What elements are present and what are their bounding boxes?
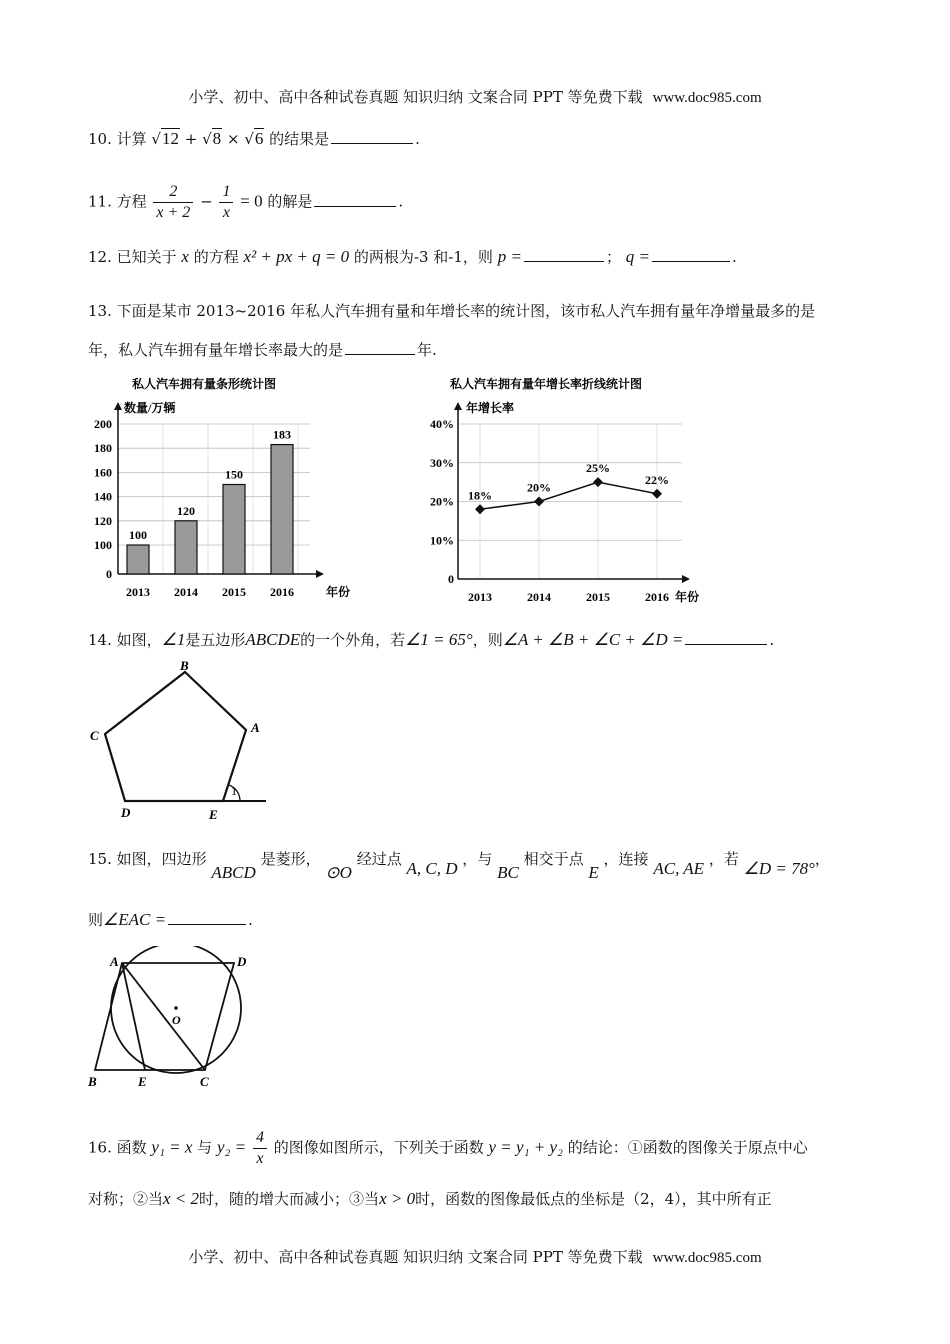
question-16-line-2 — [88, 1188, 772, 1209]
line-series — [480, 482, 657, 509]
q12-mid: 的方程 — [193, 248, 239, 266]
bar-y-axis-arrow — [114, 402, 122, 410]
line-category-label: 2014 — [527, 590, 551, 604]
line-x-axis-arrow — [682, 575, 690, 583]
q15-ask: ∠EAC = — [103, 910, 167, 929]
line-ytick-label: 10% — [430, 533, 454, 548]
bar-chart-xlabel: 年份 — [326, 585, 351, 599]
q11-fraction-1 — [153, 182, 193, 223]
q15-lines: AC, AE — [653, 859, 705, 878]
q14-mid2: 的一个外角，若 — [300, 631, 406, 649]
question-16 — [88, 1128, 808, 1169]
label-C: C — [200, 1074, 209, 1088]
q15-t4: 相交于点 — [523, 850, 584, 868]
q15-abcd: ABCD — [211, 863, 256, 882]
q13-answer-blank[interactable] — [345, 340, 415, 355]
line-point — [593, 477, 603, 487]
pentagon-shape — [105, 672, 246, 801]
segment-AC — [122, 963, 205, 1070]
bar-category-label: 2015 — [222, 585, 246, 599]
q16-f-num: 4 — [255, 1129, 264, 1146]
q15-bc: BC — [497, 863, 519, 882]
line-value-label: 25% — [586, 461, 610, 476]
q13-line2-a: 年，私人汽车拥有量年增长率最大的是 — [88, 341, 344, 359]
q16-t1: 的图像如图所示，下列关于函数 — [273, 1138, 484, 1157]
q12-p-label: p = — [497, 247, 522, 266]
q15-e: E — [588, 863, 599, 882]
label-A: A — [251, 720, 260, 735]
q13-line2-b: 年. — [417, 341, 437, 359]
q11-f1-den: x + 2 — [153, 202, 193, 223]
question-13-line-1: 13. 下面是某市 2013~2016 年私人汽车拥有量和年增长率的统计图，该市私人汽车拥有量年净增量最多的是 — [88, 302, 816, 320]
line-category-label: 2016 — [645, 590, 669, 604]
label-A: A — [110, 954, 119, 969]
q16-y1: y₁ = x — [151, 1137, 193, 1157]
q11-end: . — [398, 192, 404, 211]
q15-prefix: 15. 如图，四边形 — [88, 850, 207, 868]
q16-line2-a: 对称；②当 — [88, 1190, 164, 1208]
q16-cond2: x > 0 — [379, 1189, 416, 1208]
bar-ytick-label: 0 — [106, 567, 112, 581]
q16-y2: y₂ = — [216, 1137, 247, 1157]
q14-ask: ∠A + ∠B + ∠C + ∠D = — [502, 630, 684, 649]
label-E: E — [209, 807, 218, 820]
line-point — [534, 497, 544, 507]
line-ytick-label: 20% — [430, 494, 454, 509]
q15-given: ∠D = 78° — [743, 859, 815, 878]
q12-sep: ； — [605, 248, 621, 266]
label-D: D — [237, 954, 247, 969]
bar-ytick-label: 120 — [94, 513, 112, 528]
line-value-label: 20% — [527, 480, 551, 495]
rhombus-circle-figure — [86, 946, 256, 1088]
bar-ytick-label: 160 — [94, 465, 112, 480]
line-chart-xlabel: 年份 — [675, 590, 700, 604]
line-ytick-label: 0 — [448, 572, 454, 586]
q15-answer-blank[interactable] — [168, 910, 246, 925]
bar-value-label: 183 — [273, 427, 291, 442]
bar — [223, 485, 245, 575]
line-chart-title: 私人汽车拥有量年增长率折线统计图 — [450, 377, 643, 391]
bar-ytick-label: 200 — [94, 417, 112, 431]
pentagon-figure — [88, 660, 278, 820]
q16-y: y = y₁ + y₂ — [488, 1137, 563, 1157]
bar-category-label: 2013 — [126, 585, 150, 599]
q12-roots: 的两根为-3 和-1，则 — [353, 248, 493, 266]
q14-shape: ABCDE — [245, 630, 301, 649]
bar-value-label: 120 — [177, 503, 195, 518]
line-chart-ylabel: 年增长率 — [466, 401, 515, 415]
q12-q-label: q = — [625, 247, 650, 266]
question-10 — [88, 128, 420, 149]
line-y-axis-arrow — [454, 402, 462, 410]
bar-ytick-label: 100 — [94, 538, 112, 552]
q11-fraction-2 — [219, 182, 233, 223]
q12-q-blank[interactable] — [652, 247, 730, 262]
line-point — [475, 504, 485, 514]
label-B: B — [180, 660, 189, 673]
question-15 — [88, 848, 830, 882]
q16-line2-b: 时，随的增大而减小；③当 — [199, 1190, 380, 1208]
bar-category-label: 2014 — [174, 585, 198, 599]
q11-suffix: 的解是 — [267, 192, 313, 211]
q11-answer-blank[interactable] — [314, 192, 396, 207]
q15-t7: ， — [814, 850, 830, 868]
q12-var: x — [181, 247, 189, 266]
bar — [127, 545, 149, 574]
q10-radicand-c: 6 — [254, 129, 264, 148]
q11-f1-num: 2 — [169, 183, 178, 200]
q16-cond1: x < 2 — [163, 1189, 200, 1208]
q11-eq: = 0 — [240, 191, 263, 211]
q10-sqrt-8: √8 — [202, 129, 222, 148]
q10-times: × — [226, 130, 240, 148]
bar-chart — [88, 372, 388, 604]
q14-end: . — [769, 631, 775, 649]
center-dot — [174, 1006, 178, 1010]
label-B: B — [88, 1074, 97, 1088]
footer-text: 小学、初中、高中各种试卷真题 知识归纳 文案合同 PPT 等免费下载 — [188, 1248, 643, 1266]
bar-chart-ylabel: 数量/万辆 — [124, 401, 176, 415]
footer-site: www.doc985.com — [652, 1250, 762, 1266]
bar-ytick-label: 180 — [94, 441, 112, 456]
q14-given: ∠1 = 65° — [405, 630, 473, 649]
question-13-line-2 — [88, 339, 437, 360]
bar-category-label: 2016 — [270, 585, 294, 599]
q10-suffix: 的结果是 — [269, 130, 330, 148]
q15-t5: ，连接 — [603, 850, 649, 868]
header-site: www.doc985.com — [652, 90, 762, 106]
bar-x-axis-arrow — [316, 570, 324, 578]
bar-chart-title: 私人汽车拥有量条形统计图 — [132, 377, 277, 391]
q14-mid3: ，则 — [472, 631, 503, 649]
q11-f2-den: x — [219, 202, 233, 223]
q10-plus: + — [184, 130, 198, 148]
label-C: C — [90, 728, 99, 743]
bar-value-label: 100 — [129, 528, 147, 542]
q16-and: 与 — [197, 1138, 213, 1157]
line-chart — [420, 372, 720, 604]
q10-prefix: 10. 计算 — [88, 130, 147, 148]
question-14 — [88, 629, 774, 650]
line-category-label: 2013 — [468, 590, 492, 604]
q12-prefix: 12. 已知关于 — [88, 248, 177, 266]
line-category-label: 2015 — [586, 590, 610, 604]
q14-angle1: ∠1 — [161, 630, 186, 649]
q11-f2-num: 1 — [222, 183, 231, 200]
q16-prefix: 16. 函数 — [88, 1138, 147, 1157]
question-15-line-2 — [88, 909, 253, 930]
label-angle-1: 1 — [231, 784, 237, 798]
q12-end: . — [731, 248, 737, 266]
line-ytick-label: 30% — [430, 455, 454, 470]
question-11 — [88, 182, 403, 223]
label-D: D — [121, 805, 131, 820]
q14-answer-blank[interactable] — [685, 630, 767, 645]
q10-sqrt-12: √12 — [151, 129, 179, 148]
q11-minus: − — [200, 192, 213, 211]
page-footer — [0, 1246, 950, 1267]
line-value-label: 18% — [468, 488, 492, 503]
page-header — [0, 86, 950, 107]
q16-fraction — [253, 1128, 267, 1169]
q10-radicand-a: 12 — [161, 129, 179, 148]
q10-end: . — [415, 130, 420, 148]
q12-p-blank[interactable] — [524, 247, 604, 262]
q10-answer-blank[interactable] — [331, 129, 413, 144]
question-12 — [88, 246, 737, 267]
label-E: E — [138, 1074, 147, 1088]
q12-equation: x² + px + q = 0 — [243, 247, 350, 266]
q14-prefix: 14. 如图， — [88, 631, 162, 649]
q15-end: . — [248, 911, 253, 929]
q15-t3: ，与 — [462, 850, 493, 868]
q16-t2: 的结论：①函数的图像关于原点中心 — [567, 1138, 808, 1157]
q15-circle: ⊙O — [325, 863, 352, 882]
bar — [175, 521, 197, 574]
q16-f-den: x — [253, 1148, 267, 1169]
q16-line2-c: 时，函数的图像最低点的坐标是（2，4），其中所有正 — [415, 1190, 772, 1208]
q10-radicand-b: 8 — [212, 129, 222, 148]
bar-value-label: 150 — [225, 467, 243, 482]
q15-t1: 是菱形， — [260, 850, 321, 868]
q10-sqrt-6: √6 — [244, 129, 264, 148]
line-value-label: 22% — [645, 472, 669, 487]
q14-mid: 是五边形 — [185, 631, 246, 649]
line-ytick-label: 40% — [430, 417, 454, 431]
bar-ytick-label: 140 — [94, 489, 112, 504]
q15-t6: ，若 — [708, 850, 739, 868]
q15-line2-prefix: 则 — [88, 911, 104, 929]
q11-prefix: 11. 方程 — [88, 192, 147, 211]
line-point — [652, 489, 662, 499]
bar — [271, 445, 293, 574]
label-O: O — [172, 1013, 181, 1027]
header-text: 小学、初中、高中各种试卷真题 知识归纳 文案合同 PPT 等免费下载 — [188, 88, 643, 106]
q15-points: A, C, D — [406, 859, 458, 878]
q15-t2: 经过点 — [356, 850, 402, 868]
